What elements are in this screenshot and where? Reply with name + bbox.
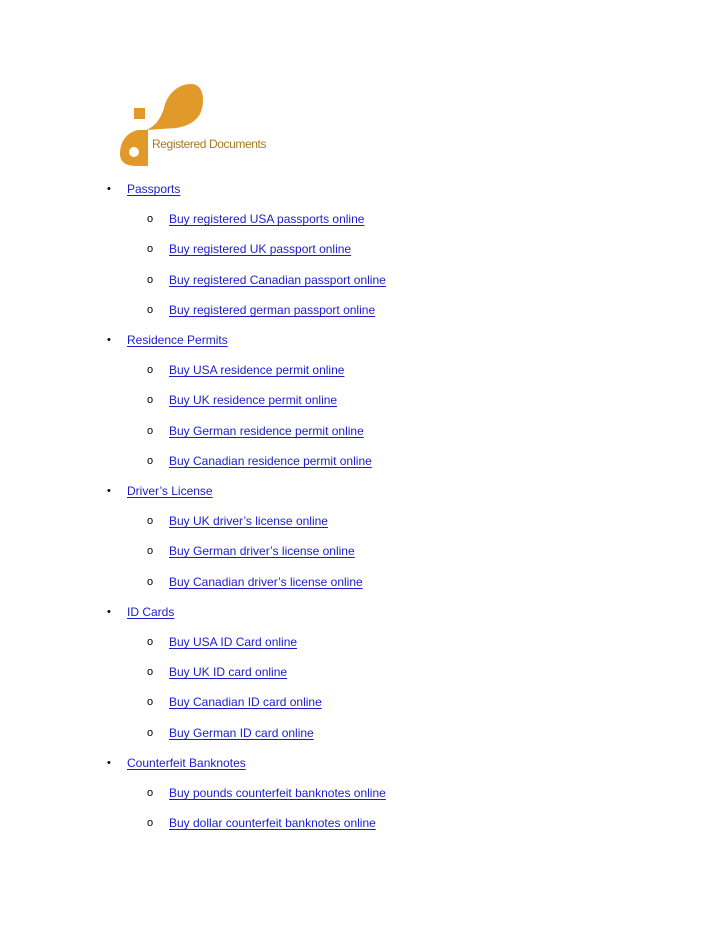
nav-category (107, 754, 246, 772)
nav-subitem (147, 693, 322, 711)
nav-subitem (147, 784, 386, 802)
circle-bullet-icon: o (147, 213, 154, 225)
circle-bullet-icon: o (147, 304, 154, 316)
circle-bullet-icon: o (147, 394, 154, 406)
circle-bullet-icon: o (147, 636, 154, 648)
subitem-link[interactable]: Buy German driver’s license online (169, 544, 355, 558)
bullet-icon: • (107, 606, 111, 618)
nav-subitem (147, 361, 345, 379)
circle-bullet-icon: o (147, 666, 154, 678)
subitem-link[interactable]: Buy UK driver’s license online (169, 514, 328, 528)
logo-text: Registered Documents (152, 137, 267, 151)
subitem-link[interactable]: Buy registered UK passport online (169, 242, 352, 256)
circle-bullet-icon: o (147, 545, 154, 557)
circle-bullet-icon: o (147, 817, 154, 829)
subitem-link[interactable]: Buy German residence permit online (169, 424, 364, 438)
site-logo[interactable] (116, 82, 267, 170)
category-link[interactable]: Residence Permits (127, 333, 228, 347)
nav-subitem (147, 663, 288, 681)
subitem-link[interactable]: Buy Canadian ID card online (169, 695, 322, 709)
nav-subitem (147, 724, 314, 742)
nav-subitem (147, 573, 363, 591)
circle-bullet-icon: o (147, 727, 154, 739)
circle-bullet-icon: o (147, 576, 154, 588)
nav-subitem (147, 301, 376, 319)
nav-subitem (147, 210, 365, 228)
nav-category (107, 482, 213, 500)
circle-bullet-icon: o (147, 455, 154, 467)
nav-category (107, 331, 228, 349)
subitem-link[interactable]: Buy UK ID card online (169, 665, 288, 679)
subitem-link[interactable]: Buy Canadian residence permit online (169, 454, 372, 468)
subitem-link[interactable]: Buy UK residence permit online (169, 393, 338, 407)
nav-subitem (147, 633, 298, 651)
nav-subitem (147, 452, 372, 470)
circle-bullet-icon: o (147, 515, 154, 527)
subitem-link[interactable]: Buy registered USA passports online (169, 212, 365, 226)
nav-category (107, 603, 175, 621)
nav-subitem (147, 240, 352, 258)
nav-subitem (147, 271, 386, 289)
subitem-link[interactable]: Buy registered german passport online (169, 303, 376, 317)
bullet-icon: • (107, 485, 111, 497)
category-link[interactable]: ID Cards (127, 605, 175, 619)
logo-mark-icon (116, 82, 256, 170)
bullet-icon: • (107, 757, 111, 769)
circle-bullet-icon: o (147, 696, 154, 708)
circle-bullet-icon: o (147, 243, 154, 255)
nav-subitem (147, 391, 338, 409)
subitem-link[interactable]: Buy Canadian driver’s license online (169, 575, 363, 589)
nav-subitem (147, 814, 376, 832)
subitem-link[interactable]: Buy dollar counterfeit banknotes online (169, 816, 376, 830)
circle-bullet-icon: o (147, 364, 154, 376)
bullet-icon: • (107, 334, 111, 346)
nav-category (107, 180, 181, 198)
subitem-link[interactable]: Buy USA ID Card online (169, 635, 298, 649)
nav-subitem (147, 542, 355, 560)
subitem-link[interactable]: Buy registered Canadian passport online (169, 273, 386, 287)
category-link[interactable]: Passports (127, 182, 181, 196)
category-link[interactable]: Counterfeit Banknotes (127, 756, 246, 770)
nav-subitem (147, 512, 328, 530)
bullet-icon: • (107, 183, 111, 195)
nav-subitem (147, 422, 364, 440)
category-link[interactable]: Driver’s License (127, 484, 213, 498)
circle-bullet-icon: o (147, 787, 154, 799)
subitem-link[interactable]: Buy German ID card online (169, 726, 314, 740)
subitem-link[interactable]: Buy USA residence permit online (169, 363, 345, 377)
circle-bullet-icon: o (147, 274, 154, 286)
subitem-link[interactable]: Buy pounds counterfeit banknotes online (169, 786, 386, 800)
circle-bullet-icon: o (147, 425, 154, 437)
